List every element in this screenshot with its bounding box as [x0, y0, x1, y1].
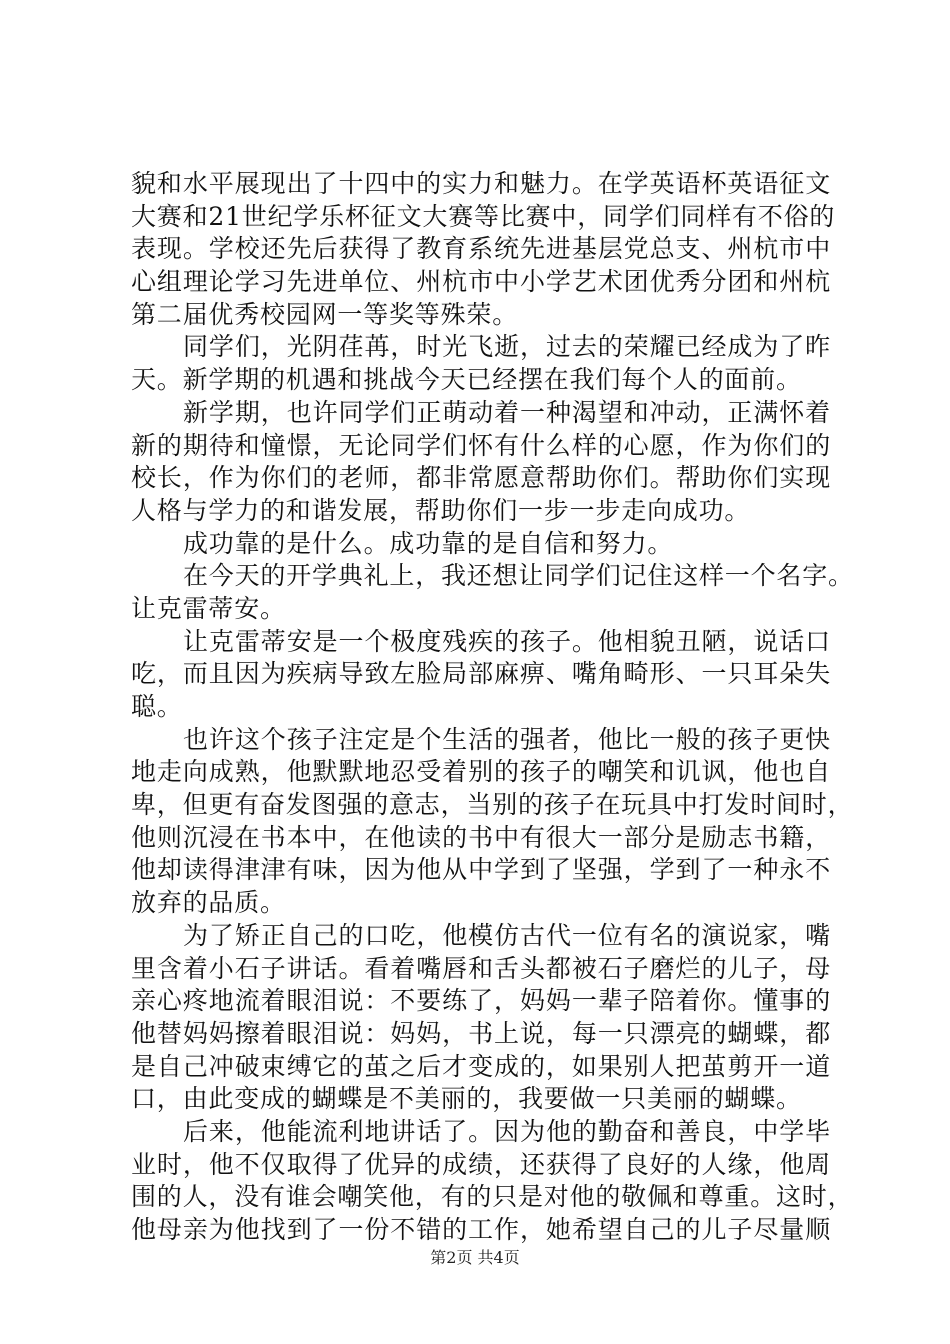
text-line: 让克雷蒂安是一个极度残疾的孩子。他相貌丑陋，说话口: [183, 626, 831, 656]
text-line: 亲心疼地流着眼泪说：不要练了，妈妈一辈子陪着你。懂事的: [131, 986, 831, 1016]
text-line: 卑，但更有奋发图强的意志，当别的孩子在玩具中打发时间时，: [131, 790, 854, 820]
page-number-footer: 第2页 共4页: [430, 1248, 520, 1267]
body-text: [131, 168, 854, 1247]
text-line: 在今天的开学典礼上，我还想让同学们记住这样一个名字。: [183, 561, 854, 591]
text-line: 业时，他不仅取得了优异的成绩，还获得了良好的人缘，他周: [131, 1149, 831, 1179]
text-line: 他却读得津津有味，因为他从中学到了坚强，学到了一种永不: [131, 855, 831, 885]
text-line: 聪。: [131, 692, 183, 721]
text-line: 大赛和21世纪学乐杯征文大赛等比赛中，同学们同样有不俗的: [131, 201, 836, 231]
text-line: 他则沉浸在书本中，在他读的书中有很大一部分是励志书籍，: [131, 822, 831, 852]
text-line: 第二届优秀校园网一等奖等殊荣。: [131, 299, 519, 329]
text-line: 表现。学校还先后获得了教育系统先进基层党总支、州杭市中: [131, 234, 831, 264]
text-line: 地走向成熟，他默默地忍受着别的孩子的嘲笑和讥讽，他也自: [131, 757, 831, 787]
text-line: 里含着小石子讲话。看着嘴唇和舌头都被石子磨烂的儿子，母: [131, 953, 831, 983]
text-line: 也许这个孩子注定是个生活的强者，他比一般的孩子更快: [183, 724, 831, 754]
text-line: 心组理论学习先进单位、州杭市中小学艺术团优秀分团和州杭: [131, 267, 831, 297]
text-line: 新的期待和憧憬，无论同学们怀有什么样的心愿，作为你们的: [131, 430, 831, 460]
text-line: 是自己冲破束缚它的茧之后才变成的，如果别人把茧剪开一道: [131, 1051, 831, 1081]
text-line: 同学们，光阴荏苒，时光飞逝，过去的荣耀已经成为了昨: [183, 332, 831, 362]
text-line: 新学期，也许同学们正萌动着一种渴望和冲动，正满怀着: [183, 397, 831, 427]
text-line: 吃，而且因为疾病导致左脸局部麻痹、嘴角畸形、一只耳朵失: [131, 659, 831, 689]
text-line: 成功靠的是什么。成功靠的是自信和努力。: [183, 528, 674, 558]
text-line: 天。新学期的机遇和挑战今天已经摆在我们每个人的面前。: [131, 365, 802, 395]
text-line: 人格与学力的和谐发展，帮助你们一步一步走向成功。: [131, 495, 751, 525]
text-line: 他替妈妈擦着眼泪说：妈妈，书上说，每一只漂亮的蝴蝶，都: [131, 1018, 831, 1048]
text-line: 放弃的品质。: [131, 888, 286, 918]
text-line: 为了矫正自己的口吃，他模仿古代一位有名的演说家，嘴: [183, 920, 831, 950]
text-line: 他母亲为他找到了一份不错的工作，她希望自己的儿子尽量顺: [131, 1215, 831, 1244]
text-line: 口，由此变成的蝴蝶是不美丽的，我要做一只美丽的蝴蝶。: [131, 1084, 802, 1114]
text-line: 围的人，没有谁会嘲笑他，有的只是对他的敬佩和尊重。这时，: [131, 1182, 854, 1212]
text-line: 后来，他能流利地讲话了。因为他的勤奋和善良，中学毕: [183, 1116, 831, 1146]
text-line: 貌和水平展现出了十四中的实力和魅力。在学英语杯英语征文: [131, 169, 831, 198]
text-line: 校长，作为你们的老师，都非常愿意帮助你们。帮助你们实现: [131, 463, 831, 493]
text-line: 让克雷蒂安。: [131, 593, 286, 623]
